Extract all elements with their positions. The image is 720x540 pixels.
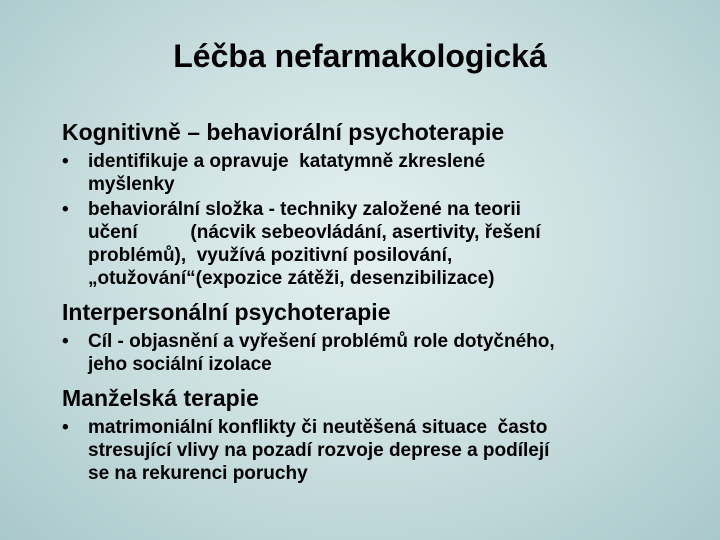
bullet-text-line: „otužování“(expozice zátěži, desenzibilizace) <box>88 268 495 289</box>
section-cbt <box>62 118 702 290</box>
bullet-icon: • <box>62 331 69 352</box>
bullet-text-line: matrimoniální konflikty či neutěšená situace často <box>88 417 548 438</box>
bullet-icon: • <box>62 417 69 438</box>
section-heading: Manželská terapie <box>62 385 259 411</box>
bullet-text-line: behaviorální složka - techniky založené na teorii <box>88 199 521 220</box>
bullet-item <box>62 150 702 196</box>
bullet-item <box>62 416 702 485</box>
bullet-list <box>62 416 702 485</box>
slide-title: Léčba nefarmakologická <box>173 38 547 74</box>
bullet-text-line: Cíl - objasnění a vyřešení problémů role dotyčného, <box>88 331 555 352</box>
bullet-text-line: problémů), využívá pozitivní posilování, <box>88 245 453 266</box>
bullet-text-line: identifikuje a opravuje katatymně zkreslené <box>88 151 486 172</box>
section-heading: Kognitivně – behaviorální psychoterapie <box>62 119 505 145</box>
section-heading: Interpersonální psychoterapie <box>62 299 391 325</box>
bullet-item <box>62 330 702 376</box>
bullet-text-line: jeho sociální izolace <box>88 354 272 375</box>
slide-content <box>62 118 702 493</box>
bullet-icon: • <box>62 151 69 172</box>
section-marital <box>62 384 702 485</box>
bullet-list <box>62 150 702 290</box>
bullet-text-line: myšlenky <box>88 174 175 195</box>
section-interpersonal <box>62 298 702 376</box>
bullet-list <box>62 330 702 376</box>
bullet-text-line: učení (nácvik sebeovládání, asertivity, řešení <box>88 222 541 243</box>
bullet-text-line: se na rekurenci poruchy <box>88 463 308 484</box>
bullet-text-line: stresující vlivy na pozadí rozvoje deprese a podílejí <box>88 440 550 461</box>
bullet-icon: • <box>62 199 69 220</box>
bullet-item <box>62 198 702 290</box>
